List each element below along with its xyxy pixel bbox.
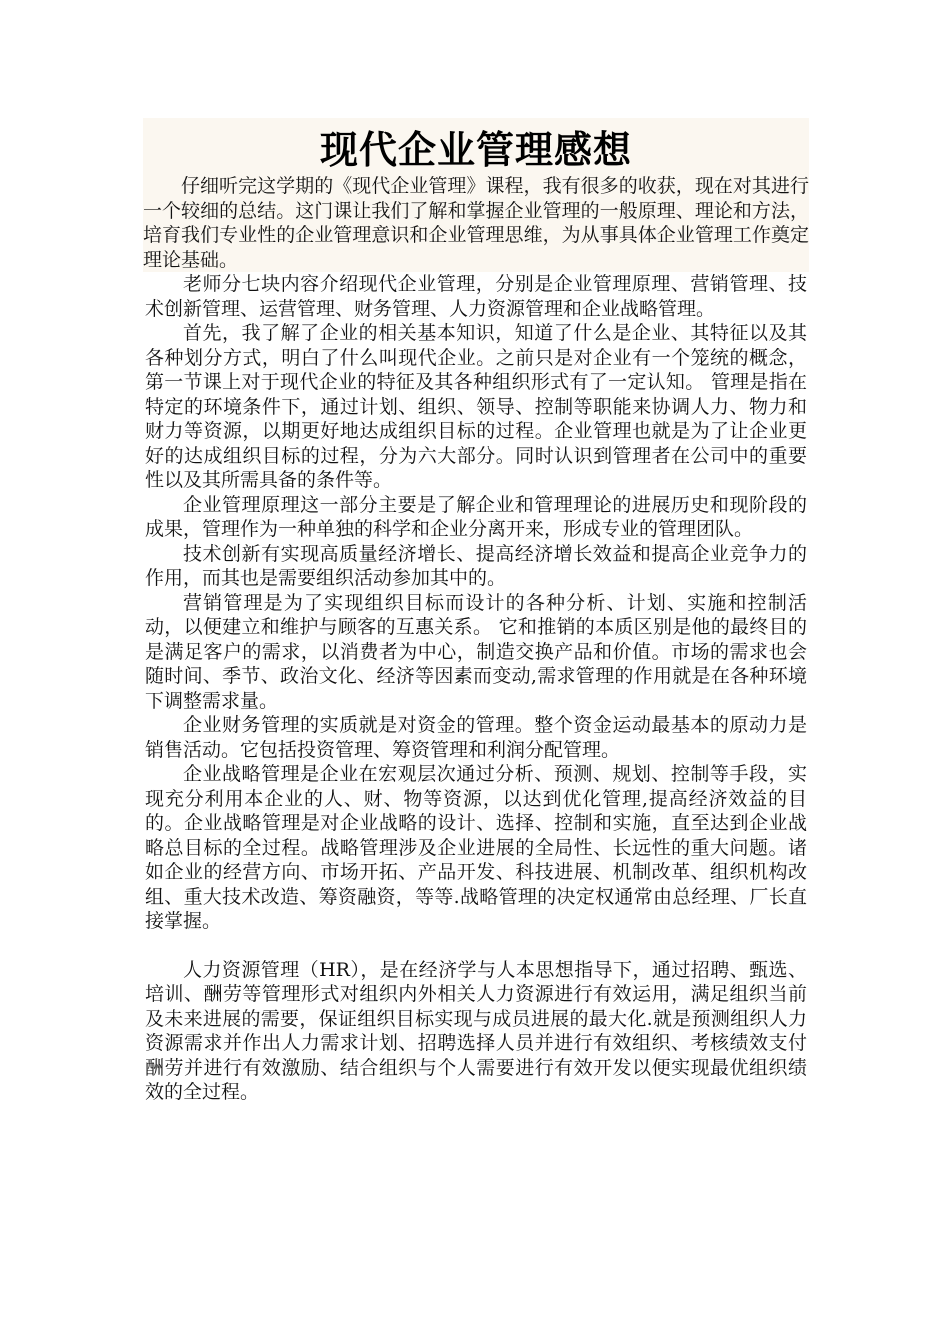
paragraph-technology-innovation: 技术创新有实现高质量经济增长、提高经济增长效益和提高企业竞争力的作用，而其也是需要组织活动参加其中的。 [145,542,807,589]
blank-line [145,934,807,958]
paragraph-basics: 首先，我了解了企业的相关基本知识，知道了什么是企业、其特征以及其各种划分方式，明白了什么叫现代企业。之前只是对企业有一个笼统的概念，第一节课上对于现代企业的特征及其各种组织形式有了一定认知。 管理是指在特定的环境条件下，通过计划、组织、领导、控制等职能来协调人力、物力和财力等资源，以期更好地达成组织目标的过程。企业管理也就是为了让企业更好的达成组织目标的过程，分为六大部分。同时认识到管理者在公司中的重要性以及其所需具备的条件等。 [145,322,807,491]
paragraph-management-principles: 企业管理原理这一部分主要是了解企业和管理理论的进展历史和现阶段的成果，管理作为一种单独的科学和企业分离开来，形成专业的管理团队。 [145,493,807,540]
title-band [143,118,809,272]
paragraph-human-resources: 人力资源管理（HR），是在经济学与人本思想指导下，通过招聘、甄选、培训、酬劳等管理形式对组织内外相关人力资源进行有效运用，满足组织当前及未来进展的需要，保证组织目标实现与成员进展的最大化.就是预测组织人力资源需求并作出人力需求计划、招聘选择人员并进行有效组织、考核绩效支付酬劳并进行有效激励、结合组织与个人需要进行有效开发以便实现最优组织绩效的全过程。 [145,958,807,1103]
paragraph-intro: 仔细听完这学期的《现代企业管理》课程，我有很多的收获，现在对其进行一个较细的总结。这门课让我们了解和掌握企业管理的一般原理、理论和方法，培育我们专业性的企业管理意识和企业管理思维，为从事具体企业管理工作奠定理论基础。 [143,175,809,271]
paragraph-overview: 老师分七块内容介绍现代企业管理，分别是企业管理原理、营销管理、技术创新管理、运营管理、财务管理、人力资源管理和企业战略管理。 [145,273,807,320]
paragraph-marketing: 营销管理是为了实现组织目标而设计的各种分析、计划、实施和控制活动，以便建立和维护与顾客的互惠关系。 它和推销的本质区别是他的最终目的是满足客户的需求，以消费者为中心，制造交换产品和价值。市场的需求也会随时间、季节、政治文化、经济等因素而变动,需求管理的作用就是在各种环境下调整需求量。 [145,591,807,712]
paragraph-finance: 企业财务管理的实质就是对资金的管理。整个资金运动最基本的原动力是销售活动。它包括投资管理、筹资管理和利润分配管理。 [145,714,807,761]
document-title: 现代企业管理感想 [319,127,632,172]
paragraph-strategy: 企业战略管理是企业在宏观层次通过分析、预测、规划、控制等手段，实现充分利用本企业的人、财、物等资源，以达到优化管理,提高经济效益的目的。企业战略管理是对企业战略的设计、选择、控制和实施，直至达到企业战略总目标的全过程。战略管理涉及企业进展的全局性、长远性的重大问题。诸如企业的经营方向、市场开拓、产品开发、科技进展、机制改革、组织机构改 组、重大技术改造、筹资融资，等等.战略管理的决定权通常由总经理、厂长直接掌握。 [145,763,807,932]
document-page [145,118,807,1105]
